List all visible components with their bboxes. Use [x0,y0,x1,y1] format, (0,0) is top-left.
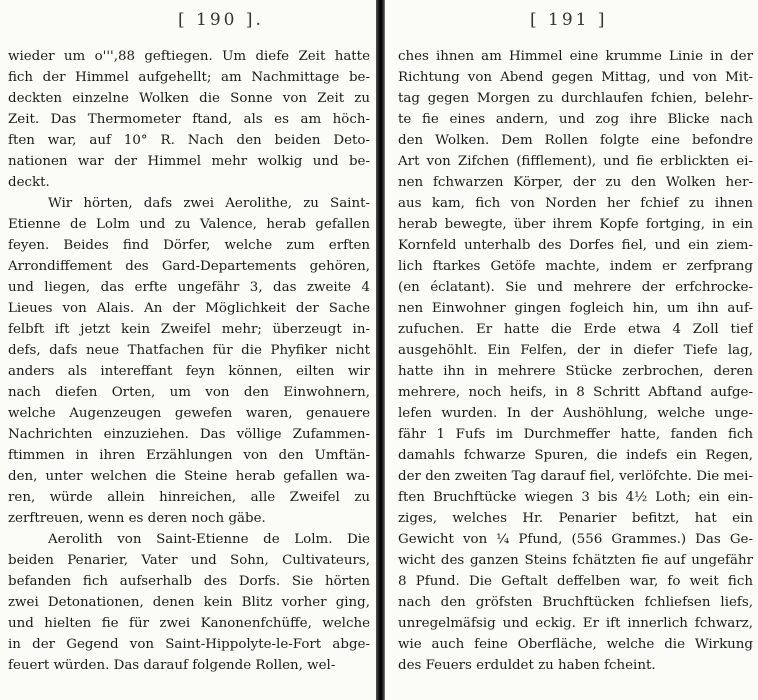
text-line: zerftreuen, wenn es deren noch gäbe. [8,511,266,526]
left-page-text [8,46,370,676]
text-line: te fie eines andern, und zog ihre Blicke nach [398,112,753,127]
text-line: 8 Pfund. Die Geftalt deffelben war, fo weit fich [398,574,753,589]
text-line: deckten einzelne Wolken die Sonne von Zeit zu [8,91,370,106]
right-page-text [398,46,753,676]
text-line: Richtung von Abend gegen Mittag, und von Mit- [398,70,753,85]
text-line: feyen. Beides find Dörfer, welche zum erften [8,238,370,253]
text-line: nen fchwarzen Körper, der zu den Wolken her- [398,175,753,190]
text-line: und liegen, das erfte ungefähr 3, das zweite 4 [8,280,370,295]
text-line: ftimmen in ihren Erzählungen von den Umftän- [8,448,370,463]
text-line: nen Einwohner gingen fogleich hin, um ihn auf- [398,301,753,316]
text-line: fähr 1 Fufs im Durchmeffer hatte, fanden fich [398,427,753,442]
text-line: mehrere, noch heifs, in 8 Schritt Abftand aufge- [398,385,753,400]
text-line: Etienne de Lolm und zu Valence, herab gefallen [8,217,370,232]
text-line: Gewicht von ¼ Pfund, (556 Grammes.) Das Ge- [398,532,753,547]
text-line: und hielten fie für zwei Kanonenfchüffe, welche [8,616,370,631]
text-line: Kornfeld unterhalb des Dorfes fiel, und ein ziem- [398,238,753,253]
text-line: aus kam, fich von Norden her fchief zu ihnen [398,196,753,211]
text-line: feuert würden. Das darauf folgende Rollen, wel- [8,658,336,673]
left-page [0,0,376,700]
right-page-number: [ 191 ] [530,10,608,30]
text-line: Art von Zifchen (fifflement), und fie erblickten ei- [398,154,753,169]
left-page-number: [ 190 ]. [178,10,264,30]
text-line: unregelmäfsig und eckig. Er ift innerlich fchwarz, [398,616,753,631]
text-line: (en éclatant). Sie und mehrere der erfchrocke- [398,280,753,295]
text-line: ren, würde allein hinreichen, alle Zweifel zu [8,490,370,505]
text-line: defs, dafs neue Thatfachen für die Phyfiker nicht [8,343,370,358]
text-line: ziges, welches Hr. Penarier befitzt, hat ein [398,511,753,526]
text-line: tag gegen Morgen zu durchlaufen fchien, belehr- [398,91,753,106]
text-line: ausgehöhlt. Ein Felfen, der in diefer Tiefe lag, [398,343,753,358]
text-line: der den zweiten Tag darauf fiel, verlöfchte. Die mei- [398,469,753,484]
text-line: wie auch feine Oberfläche, welche die Wirkung [398,637,753,652]
text-line: lefen wurden. In der Aushöhlung, welche unge- [398,406,753,421]
text-line: ches ihnen am Himmel eine krumme Linie in der [398,49,753,64]
text-line: nach diefen Orten, um von den Einwohnern, [8,385,370,400]
right-page [385,0,758,700]
text-line: Arrondiffement des Gard-Departements gehören, [8,259,370,274]
text-line: nationen war der Himmel mehr wolkig und be- [8,154,370,169]
text-line: Lieues von Alais. An der Möglichkeit der Sache [8,301,370,316]
text-line: welche Augenzeugen gewefen waren, genauere [8,406,370,421]
text-line: Nachrichten einzuziehen. Das völlige Zufammen- [8,427,370,442]
text-line: deckt. [8,175,50,190]
text-line: des Feuers erduldet zu haben fcheint. [398,658,656,673]
text-line: herab bewegte, über ihrem Kopfe fortging, in ein [398,217,753,232]
text-line: damahls fchwarze Spuren, die indefs ein Regen, [398,448,753,463]
text-line: zwei Detonationen, denen kein Blitz vorher ging, [8,595,370,610]
text-line: fich der Himmel aufgehellt; am Nachmittage be- [8,70,370,85]
text-line: hatte ihn in mehrere Stücke zerbrochen, deren [398,364,753,379]
text-line: wieder um o''',88 geftiegen. Um diefe Zeit hatte [8,49,370,64]
text-line: befanden fich aufserhalb des Dorfs. Sie hörten [8,574,370,589]
text-line: wicht des ganzen Steins fchätzten fie auf ungefähr [398,553,753,568]
text-line: Aerolith von Saint-Etienne de Lolm. Die [48,532,370,547]
text-line: den Wolken. Dem Rollen folgte eine befondre [398,133,753,148]
text-line: in der Gegend von Saint-Hippolyte-le-Fort abge- [8,637,370,652]
text-line: beiden Penarier, Vater und Sohn, Cultivateurs, [8,553,370,568]
text-line: felbft ift jetzt kein Zweifel mehr; überzeugt in- [8,322,370,337]
text-line: ften Bruchftücke wiegen 3 bis 4½ Loth; ein ein- [398,490,753,505]
text-line: ften war, auf 10° R. Nach den beiden Deto- [8,133,370,148]
text-line: zufuchen. Er hatte die Erde etwa 4 Zoll tief [398,322,753,337]
book-gutter [376,0,385,700]
text-line: Zeit. Das Thermometer ftand, als es am höch- [8,112,370,127]
text-line: den, unter welchen die Steine herab gefallen wa- [8,469,370,484]
text-line: nach den gröfsten Bruchftücken fchliefsen liefs, [398,595,753,610]
text-line: Wir hörten, dafs zwei Aerolithe, zu Saint- [48,196,370,211]
text-line: lich ftarkes Getöfe machte, indem er zerfprang [398,259,753,274]
text-line: anders als intereffant feyn können, eilten wir [8,364,370,379]
